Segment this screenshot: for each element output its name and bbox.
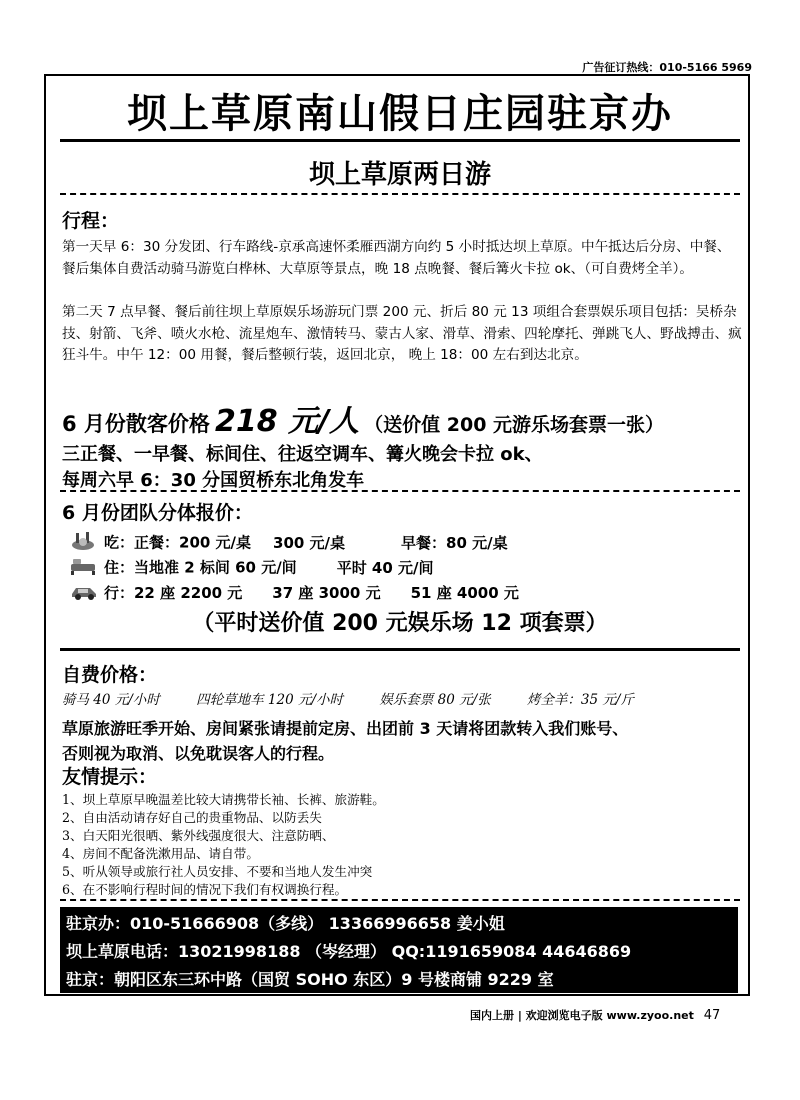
contact-box [60, 907, 738, 993]
individual-price-line [62, 396, 664, 440]
tip-item: 6、在不影响行程时间的情况下我们有权调换行程。 [62, 882, 348, 897]
price-gift: （送价值 200 元游乐场套票一张） [364, 414, 665, 436]
tip-item: 4、房间不配备洗漱用品、请自带。 [62, 846, 259, 861]
self-pay-item: 四轮草地车 120 元/小时 [196, 692, 344, 708]
page-title: 坝上草原南山假日庄园驻京办 [127, 91, 673, 137]
self-pay-item: 骑马 40 元/小时 [62, 692, 160, 708]
contact-address: 驻京：朝阳区东三环中路（国贸 SOHO 东区）9 号楼商铺 9229 室 [66, 970, 554, 989]
title-divider [60, 139, 740, 142]
self-pay-list [62, 688, 666, 708]
itinerary-day1: 第一天早 6：30 分发团、行车路线-京承高速怀柔雁西湖方向约 5 小时抵达坝上草原。中午抵达后分房、中餐、餐后集体自费活动骑马游览白桦林、大草原等景点，晚 18 点晚餐、餐后篝火卡拉 ok、（可自费烤全羊）。 [62, 239, 731, 277]
food-icon [70, 530, 98, 556]
contact-grassland-phone: 坝上草原电话：13021998188 （岑经理） QQ:1191659084 44646869 [66, 942, 632, 961]
itinerary-heading: 行程： [62, 210, 120, 232]
booking-notice-1: 草原旅游旺季开始、房间紧张请提前定房、出团前 3 天请将团款转入我们账号、 [62, 719, 629, 738]
group-eat-row: 吃：正餐：200 元/桌 300 元/桌 早餐：80 元/桌 [70, 530, 508, 556]
car-icon [70, 583, 98, 605]
booking-notice-2: 否则视为取消、以免耽误客人的行程。 [62, 744, 335, 763]
tip-item: 2、自由活动请存好自己的贵重物品、以防丢失 [62, 810, 322, 825]
dashed-divider [60, 193, 740, 195]
ad-hotline: 广告征订热线：010-5166 5969 [582, 61, 752, 74]
group-stay-row: 住：当地准 2 标间 60 元/间 平时 40 元/间 [70, 556, 434, 580]
self-pay-item: 娱乐套票 80 元/张 [379, 692, 491, 708]
departure-info: 每周六早 6：30 分国贸桥东北角发车 [62, 470, 365, 491]
footer-text: 国内上册 | 欢迎浏览电子版 www.zyoo.net [470, 1009, 694, 1022]
self-pay-item: 烤全羊：35 元/斤 [526, 692, 634, 708]
tip-item: 5、听从领导或旅行社人员安排、不要和当地人发生冲突 [62, 864, 373, 879]
self-pay-heading: 自费价格： [62, 664, 158, 686]
group-gift-note: （平时送价值 200 元娱乐场 12 项套票） [192, 611, 608, 636]
tips-heading: 友情提示： [62, 766, 158, 788]
itinerary-day2: 第二天 7 点早餐、餐后前往坝上草原娱乐场游玩门票 200 元、折后 80 元 13 项组合套票娱乐项目包括：吴桥杂技、射箭、飞斧、喷火水枪、流星炮车、激情转马、蒙古人家、滑草、滑索、四轮摩托、弹跳飞人、野战搏击、疯狂斗牛。中午 12：00 用餐，餐后整顿行装，返回北京， 晚上 18：00 左右到达北京。 [62, 304, 742, 363]
price-amount: 218 元/人 [215, 404, 360, 439]
bed-icon [70, 556, 98, 580]
dashed-divider [60, 490, 740, 492]
page-number: 47 [703, 1008, 721, 1023]
dashed-divider [60, 899, 740, 901]
tip-item: 1、坝上草原早晚温差比较大请携带长袖、长裤、旅游鞋。 [62, 792, 385, 807]
tip-item: 3、白天阳光很晒、紫外线强度很大、注意防晒、 [62, 828, 335, 843]
tour-subtitle: 坝上草原两日游 [308, 160, 491, 190]
price-label: 6 月份散客价格 [62, 412, 210, 436]
contact-office: 驻京办：010-51666908（多线） 13366996658 姜小姐 [66, 914, 505, 933]
section-divider [60, 648, 740, 651]
group-transport-row: 行：22 座 2200 元 37 座 3000 元 51 座 4000 元 [70, 582, 519, 605]
price-includes: 三正餐、一早餐、标间住、往返空调车、篝火晚会卡拉 ok、 [62, 444, 543, 465]
group-heading: 6 月份团队分体报价： [62, 502, 253, 524]
page-footer [470, 1007, 720, 1023]
